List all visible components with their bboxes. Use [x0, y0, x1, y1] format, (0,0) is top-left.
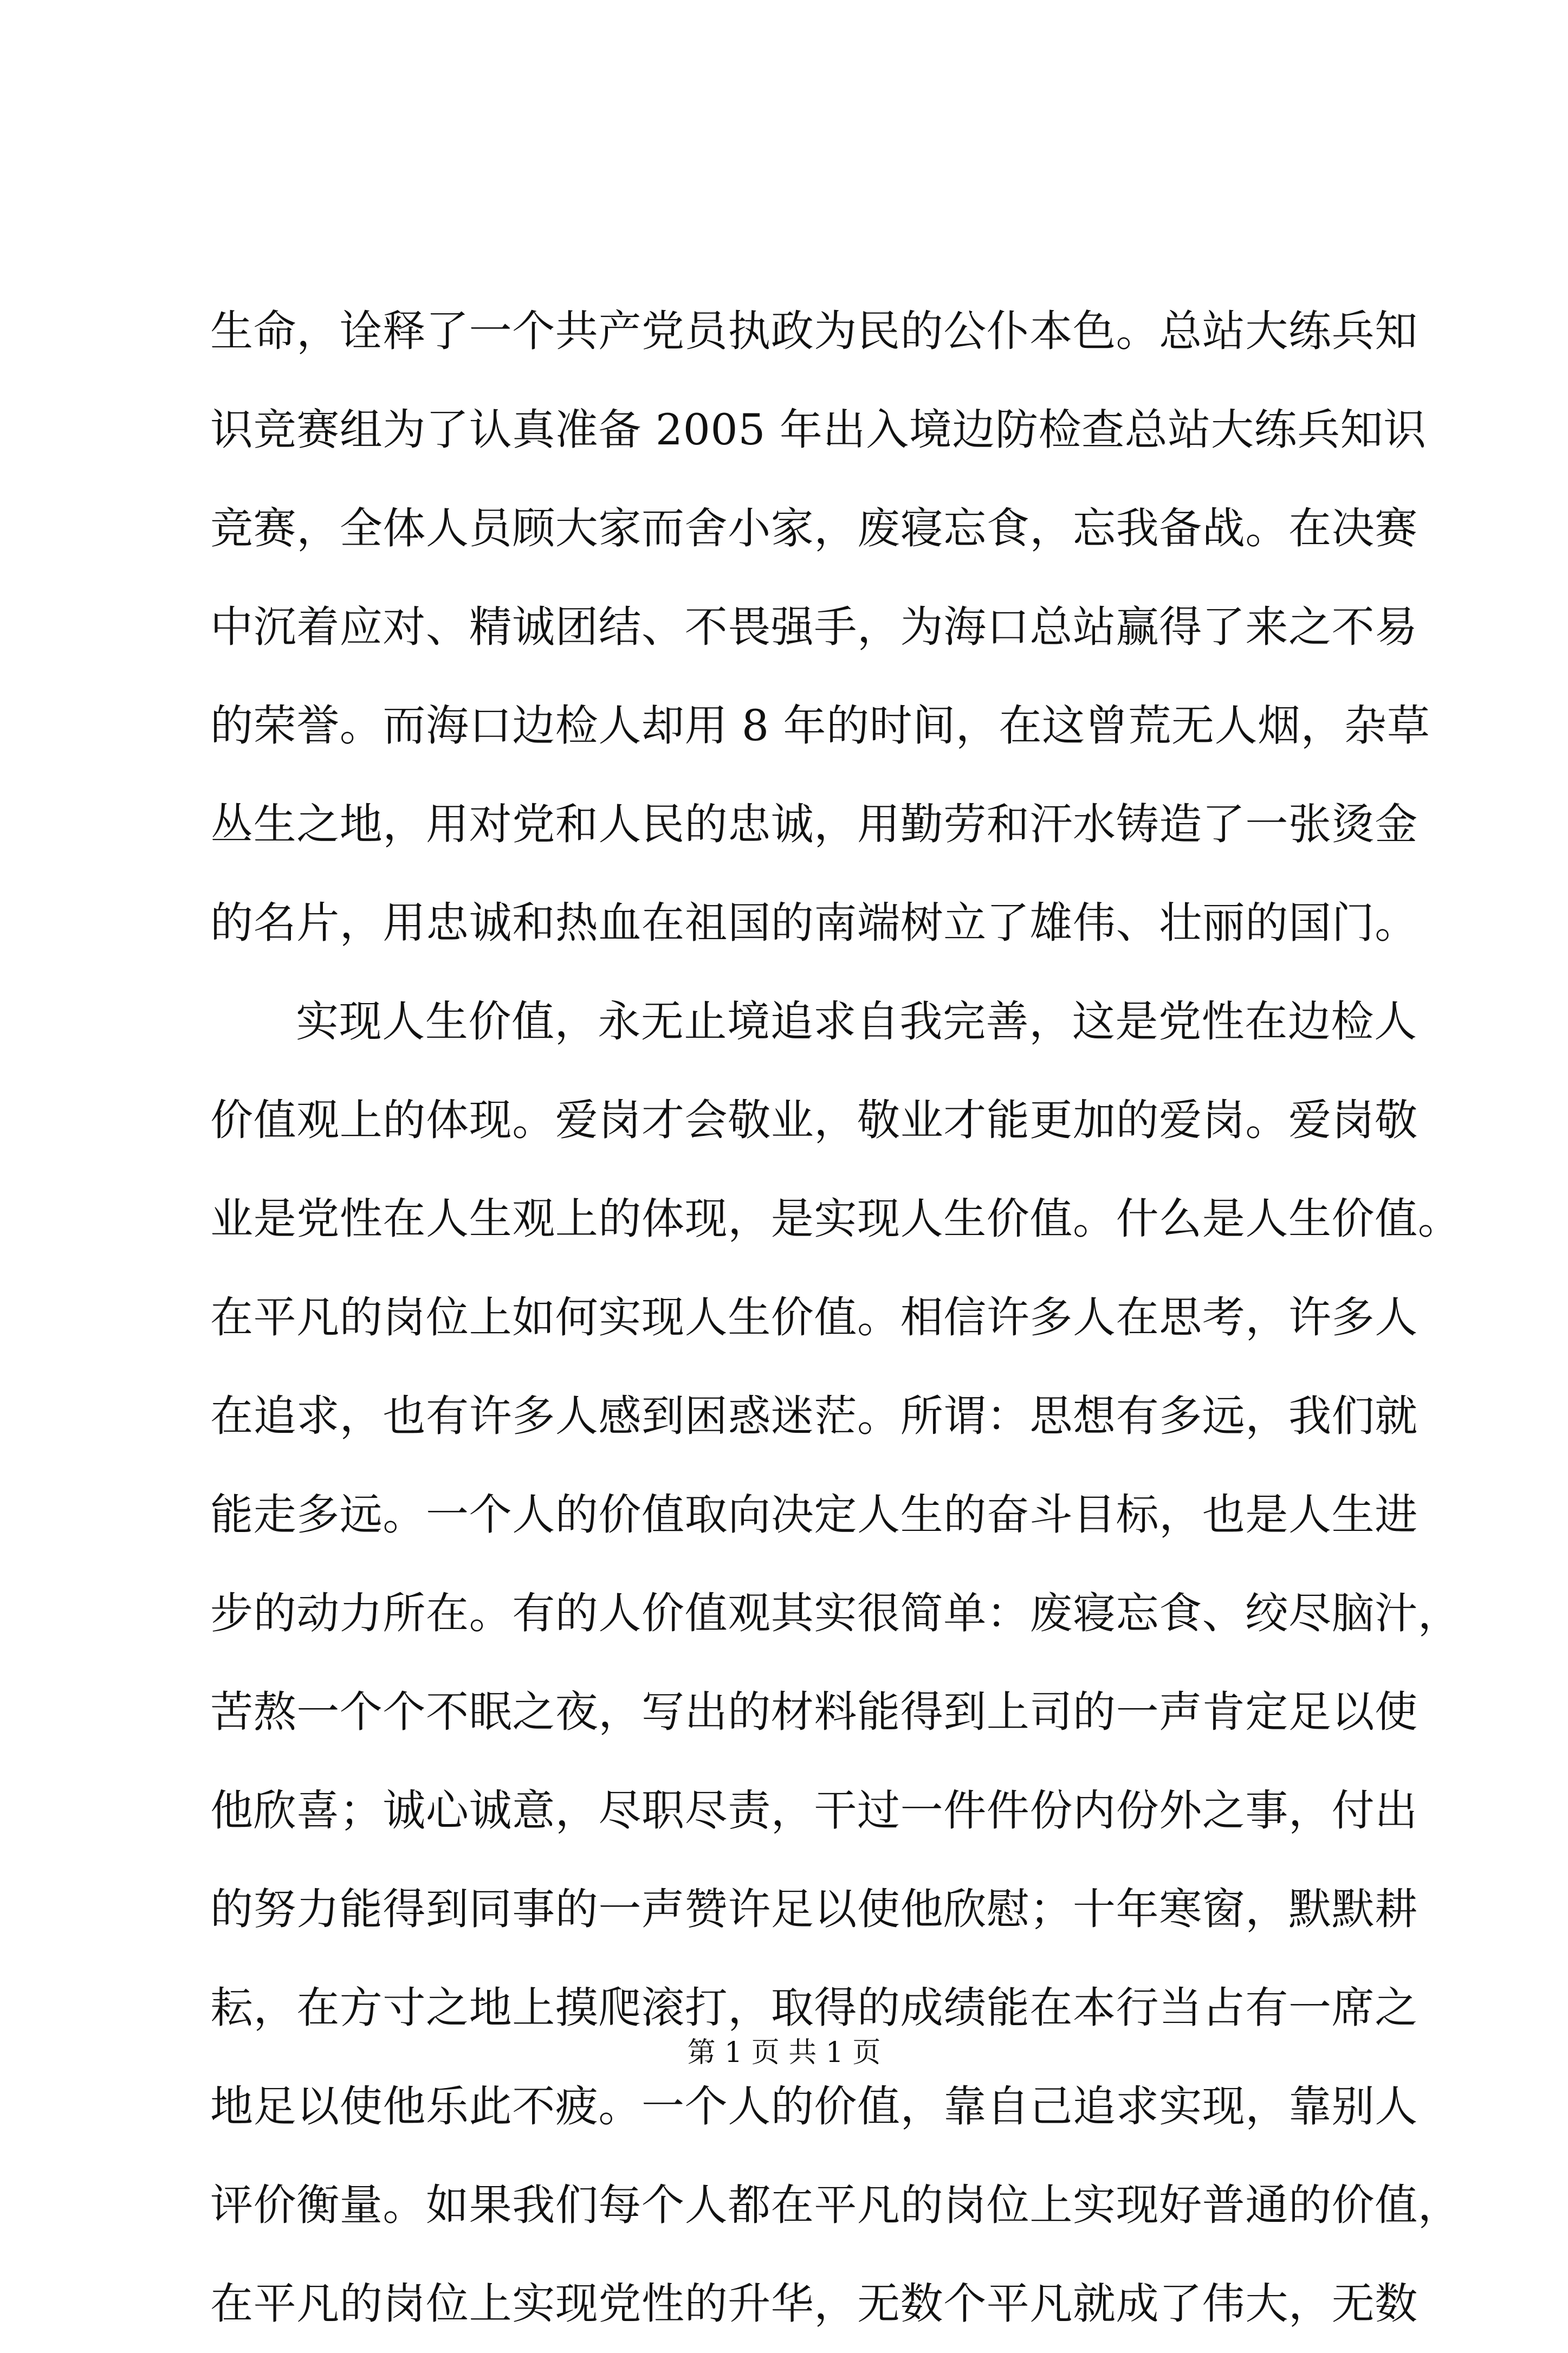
text-line: 耘，在方寸之地上摸爬滚打，取得的成绩能在本行当占有一席之	[210, 1983, 1418, 2033]
text-line: 生命，诠释了一个共产党员执政为民的公仆本色。总站大练兵知	[210, 306, 1418, 356]
text-line: 地足以使他乐此不疲。一个人的价值，靠自己追求实现，靠别人	[210, 2082, 1418, 2131]
text-line: 的名片，用忠诚和热血在祖国的南端树立了雄伟、壮丽的国门。	[210, 898, 1418, 948]
text-line: 价值观上的体现。爱岗才会敬业，敬业才能更加的爱岗。爱岗敬	[210, 1095, 1418, 1145]
text-line: 的努力能得到同事的一声赞许足以使他欣慰；十年寒窗，默默耕	[210, 1884, 1418, 1934]
text-line: 中沉着应对、精诚团结、不畏强手，为海口总站赢得了来之不易	[210, 602, 1418, 652]
text-line: 在平凡的岗位上实现党性的升华，无数个平凡就成了伟大，无数	[210, 2279, 1418, 2329]
text-line: 评价衡量。如果我们每个人都在平凡的岗位上实现好普通的价值，	[210, 2180, 1461, 2230]
text-line: 在追求，也有许多人感到困惑迷茫。所谓：思想有多远，我们就	[210, 1391, 1418, 1441]
text-line: 苦熬一个个不眠之夜，写出的材料能得到上司的一声肯定足以使	[210, 1687, 1418, 1737]
text-line: 的荣誉。而海口边检人却用 8 年的时间，在这曾荒无人烟，杂草	[210, 701, 1430, 751]
page-footer: 第 1 页 共 1 页	[687, 2037, 881, 2069]
text-line: 丛生之地，用对党和人民的忠诚，用勤劳和汗水铸造了一张烫金	[210, 799, 1418, 849]
text-line: 他欣喜；诚心诚意，尽职尽责，干过一件件份内份外之事，付出	[210, 1786, 1418, 1835]
text-line: 步的动力所在。有的人价值观其实很简单：废寝忘食、绞尽脑汁，	[210, 1588, 1461, 1638]
text-line: 业是党性在人生观上的体现，是实现人生价值。什么是人生价值。	[210, 1194, 1461, 1244]
text-line: 能走多远。一个人的价值取向决定人生的奋斗目标，也是人生进	[210, 1490, 1418, 1540]
text-line: 竞赛，全体人员顾大家而舍小家，废寝忘食，忘我备战。在决赛	[210, 503, 1418, 553]
paragraph-first-line: 实现人生价值，永无止境追求自我完善，这是党性在边检人	[296, 997, 1417, 1046]
text-line: 识竞赛组为了认真准备 2005 年出入境边防检查总站大练兵知识	[210, 405, 1427, 455]
text-line: 在平凡的岗位上如何实现人生价值。相信许多人在思考，许多人	[210, 1292, 1418, 1342]
